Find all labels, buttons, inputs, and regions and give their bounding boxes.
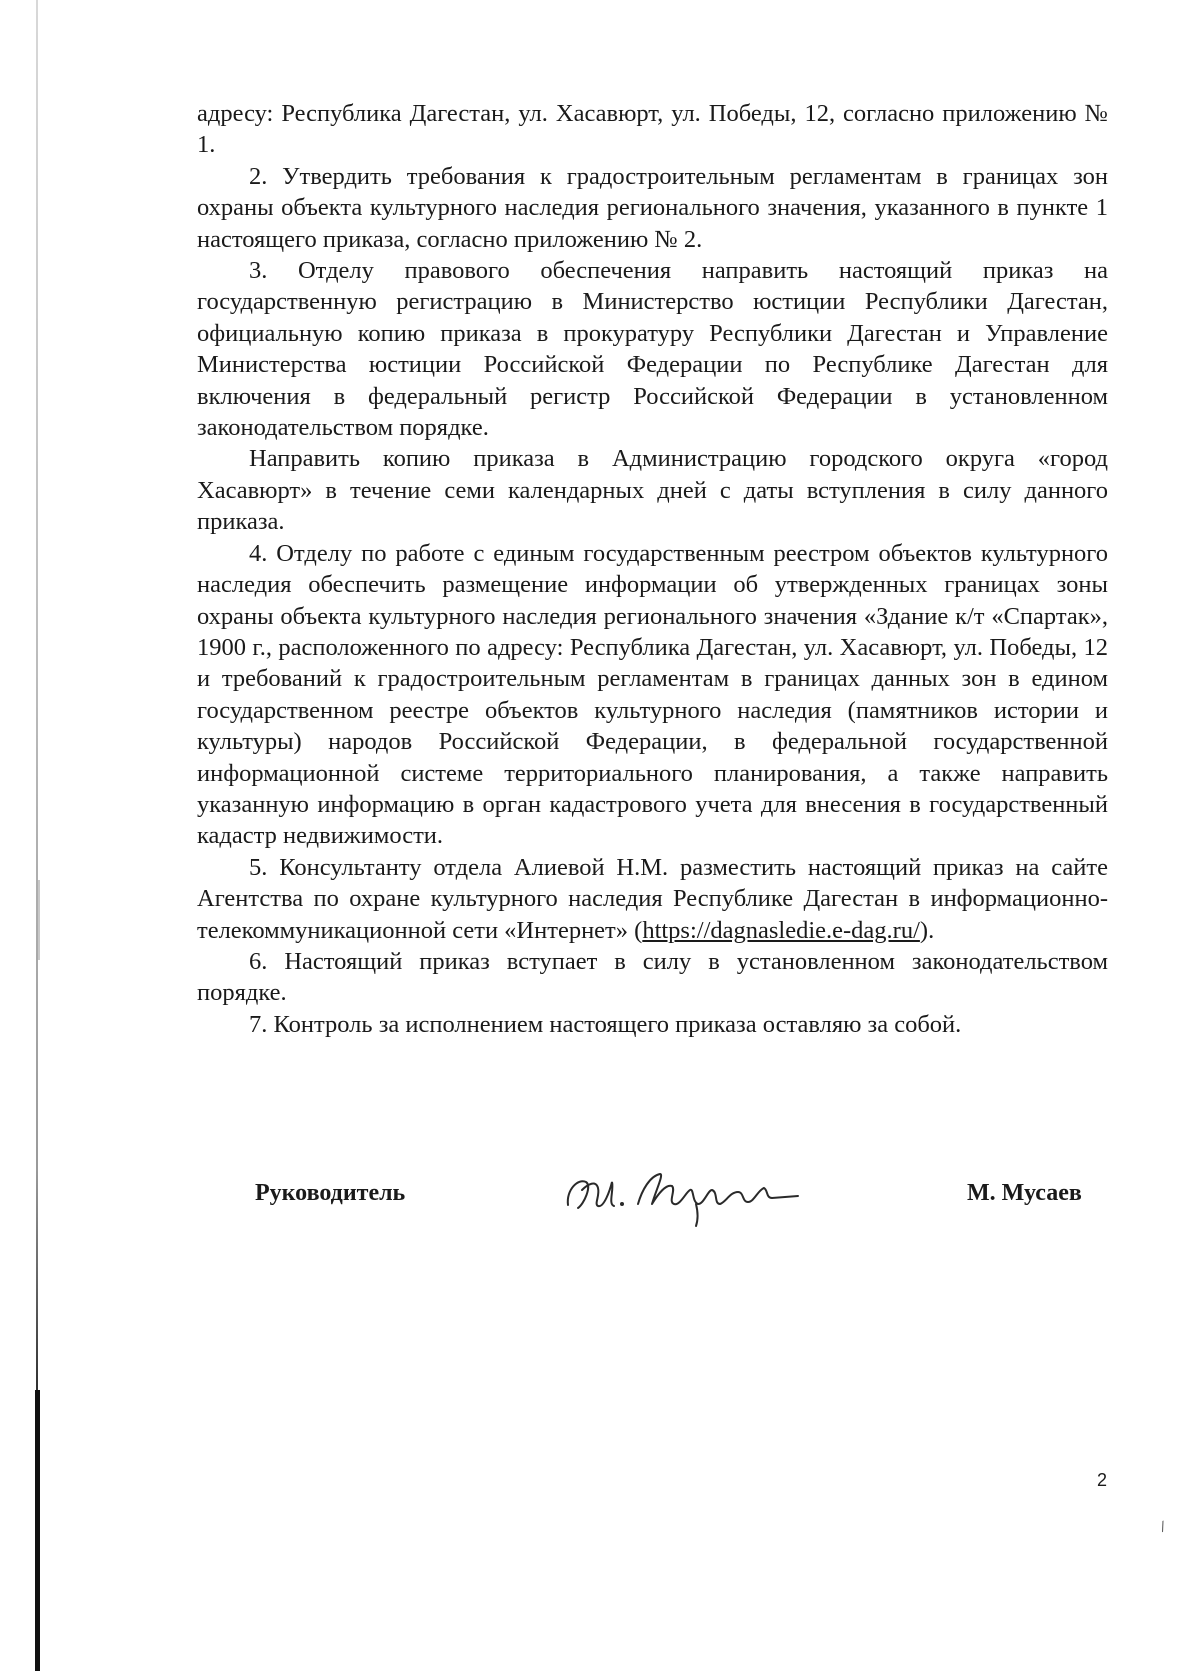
scan-edge-shadow	[35, 1390, 40, 1671]
paragraph-3: 3. Отделу правового обеспечения направить настоящий приказ на государственную регистрацию в Министерство юстиции Республики Дагестан, официальную копию приказа в прокуратуру Республики Дагестан и Управление Министерства юстиции Российской Федерации по Республике Дагестан для включения в федеральный регистр Российской Федерации в установленном законодательством порядке.	[197, 257, 1108, 442]
paragraph-4: 4. Отделу по работе с единым государственным реестром объектов культурного наследия обеспечить размещение информации об утвержденных границах зоны охраны объекта культурного наследия регионального значения «Здание к/т «Спартак», 1900 г., расположенного по адресу: Республика Дагестан, ул. Хасавюрт, ул. Победы, 12 и требований к градостроительным регламентам в границах данных зон в едином государственном реестре объектов культурного наследия (памятников истории и культуры) народов Российской Федерации, в федеральной государственной информационной системе территориального планирования, а также направить указанную информацию в орган кадастрового учета для внесения в государственный кадастр недвижимости.	[197, 539, 1108, 850]
handwritten-signature	[548, 1160, 848, 1230]
paragraph-3-copy-note: Направить копию приказа в Администрацию городского округа «город Хасавюрт» в течение семи календарных дней с даты вступления в силу данного приказа.	[197, 445, 1108, 536]
paragraph-6: 6. Настоящий приказ вступает в силу в установленном законодательством порядке.	[197, 947, 1108, 1007]
scan-artifact	[38, 880, 40, 960]
page-number: 2	[1097, 1470, 1108, 1490]
paragraph-address-continuation: адресу: Республика Дагестан, ул. Хасавюрт, ул. Победы, 12, согласно приложению № 1.	[197, 100, 1108, 159]
paragraph-5-text: 5. Консультанту отдела Алиевой Н.М. разместить настоящий приказ на сайте Агентства по охране культурного наследия Республике Дагестан в информационно-телекоммуникационной сети «Интернет»	[197, 853, 1108, 944]
signature-block	[0, 1160, 1200, 1240]
signatory-title: Руководитель	[255, 1180, 406, 1206]
link-open-paren: (	[634, 916, 643, 944]
website-link[interactable]: https://dagnasledie.e-dag.ru/	[642, 916, 920, 944]
paragraph-7: 7. Контроль за исполнением настоящего приказа оставляю за собой.	[249, 1010, 962, 1038]
paragraph-2: 2. Утвердить требования к градостроительным регламентам в границах зон охраны объекта культурного наследия регионального значения, указанного в пункте 1 настоящего приказа, согласно приложению № 2.	[197, 162, 1108, 253]
paragraph-5	[197, 852, 1108, 946]
link-close-paren: ).	[919, 916, 935, 944]
signatory-name: М. Мусаев	[967, 1180, 1082, 1206]
document-body	[197, 98, 1108, 1040]
scan-corner-mark: ⁄	[1158, 1518, 1169, 1534]
